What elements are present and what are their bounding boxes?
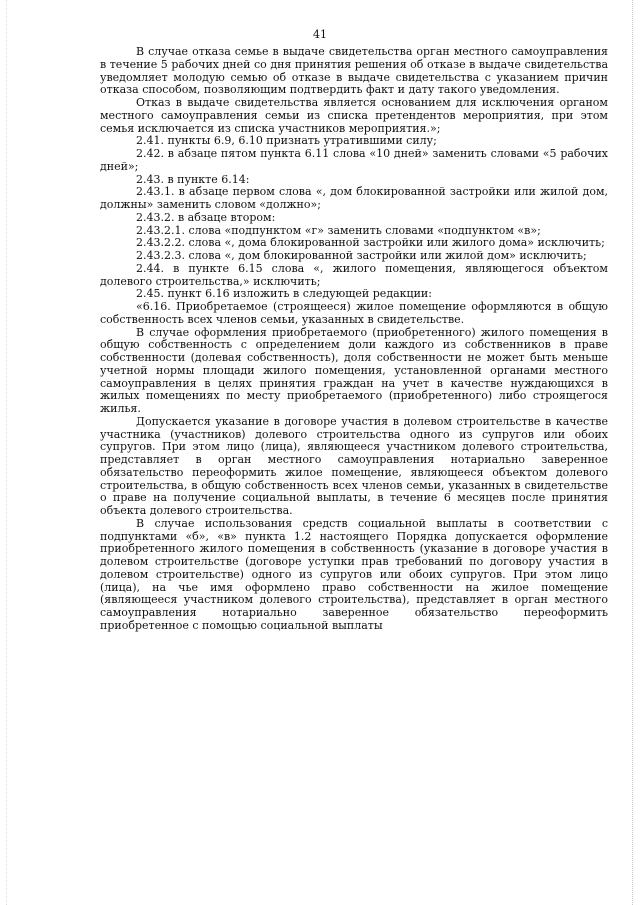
paragraph-item-2-45: 2.45. пункт 6.16 изложить в следующей редакции: [136,287,432,301]
paragraph-item-2-43: 2.43. в пункте 6.14: [136,172,250,186]
paragraph-refusal-notice: В случае отказа семье в выдаче свидетельства орган местного самоуправления в течение 5 рабочих дней со дня принятия решения об отказе в выдаче свидетельства уведомляет молодую семью об отказе в выдаче свидетельства с указанием причин отказа способом, позволяющим подтвердить факт и дату такого уведомления. [100,45,608,97]
scan-right-edge [632,0,634,905]
scan-left-edge [6,0,8,905]
paragraph-item-2-42: 2.42. в абзаце пятом пункта 6.11 слова «10 дней» заменить словами «5 рабочих дней»; [100,147,608,173]
paragraph-item-2-43-2-1: 2.43.2.1. слова «подпунктом «г» заменить словами «подпунктом «в»; [136,223,541,237]
paragraph-shared-ownership: В случае оформления приобретаемого (приобретенного) жилого помещения в общую собственность с определением доли каждого из собственников в праве собственности (долевая собственность), доля собственности не может быть меньше учетной нормы площади жилого помещения, установленной органами местного самоуправления в целях принятия граждан на учет в качестве нуждающихся в жилых помещениях по месту приобретаемого (приобретенного) либо строящегося жилья. [100,325,608,415]
paragraph-item-2-41: 2.41. пункты 6.9, 6.10 признать утратившими силу; [136,134,437,148]
paragraph-item-2-43-2-2: 2.43.2.2. слова «, дома блокированной застройки или жилого дома» исключить; [136,236,605,250]
paragraph-item-2-43-2: 2.43.2. в абзаце втором: [136,210,276,224]
paragraph-social-payment-use: В случае использования средств социальной выплаты в соответствии с подпунктами «б», «в» пункта 1.2 настоящего Порядка допускается оформление приобретенного жилого помещения в собственность (указание в договоре участия в долевом строительстве (договоре уступки прав требований по договору участия в долевом строительстве) одного из супругов или обоих супругов. При этом лицо (лица), на чье имя оформлено право собственности на жилое помещение (являющееся участником долевого строительства), представляет в орган местного самоуправления нотариально заверенное обязательство переоформить приобретенное с помощью социальной выплаты [100,516,608,632]
paragraph-refusal-grounds: Отказ в выдаче свидетельства является основанием для исключения органом местного самоуправления семьи из списка претендентов мероприятия, при этом семья исключается из списка участников мероприятия.»; [100,96,608,135]
paragraph-item-2-44: 2.44. в пункте 6.15 слова «, жилого помещения, являющегося объектом долевого строительства,» исключить; [100,261,608,288]
paragraph-item-2-43-2-3: 2.43.2.3. слова «, дом блокированной застройки или жилой дом» исключить; [136,249,587,262]
paragraph-shared-construction: Допускается указание в договоре участия в долевом строительстве в качестве участника (участников) долевого строительства одного из супругов или обоих супругов. При этом лицо (лица), являющееся участником долевого строительства, представляет в орган местного самоуправления нотариально заверенное обязательство переоформить жилое помещение, являющееся объектом долевого строительства, в общую собственность всех членов семьи, указанных в свидетельстве о праве на получение социальной выплаты, в течение 6 месяцев после принятия объекта долевого строительства. [100,414,608,517]
paragraph-6-16-ownership: «6.16. Приобретаемое (строящееся) жилое помещение оформляются в общую собственность всех членов семьи, указанных в свидетельстве. [100,300,608,326]
paragraph-item-2-43-1: 2.43.1. в абзаце первом слова «, дом блокированной застройки или жилой дом, должны» заменить словом «должно»; [100,185,608,211]
page-number: 41 [313,28,327,41]
document-body [100,46,608,633]
